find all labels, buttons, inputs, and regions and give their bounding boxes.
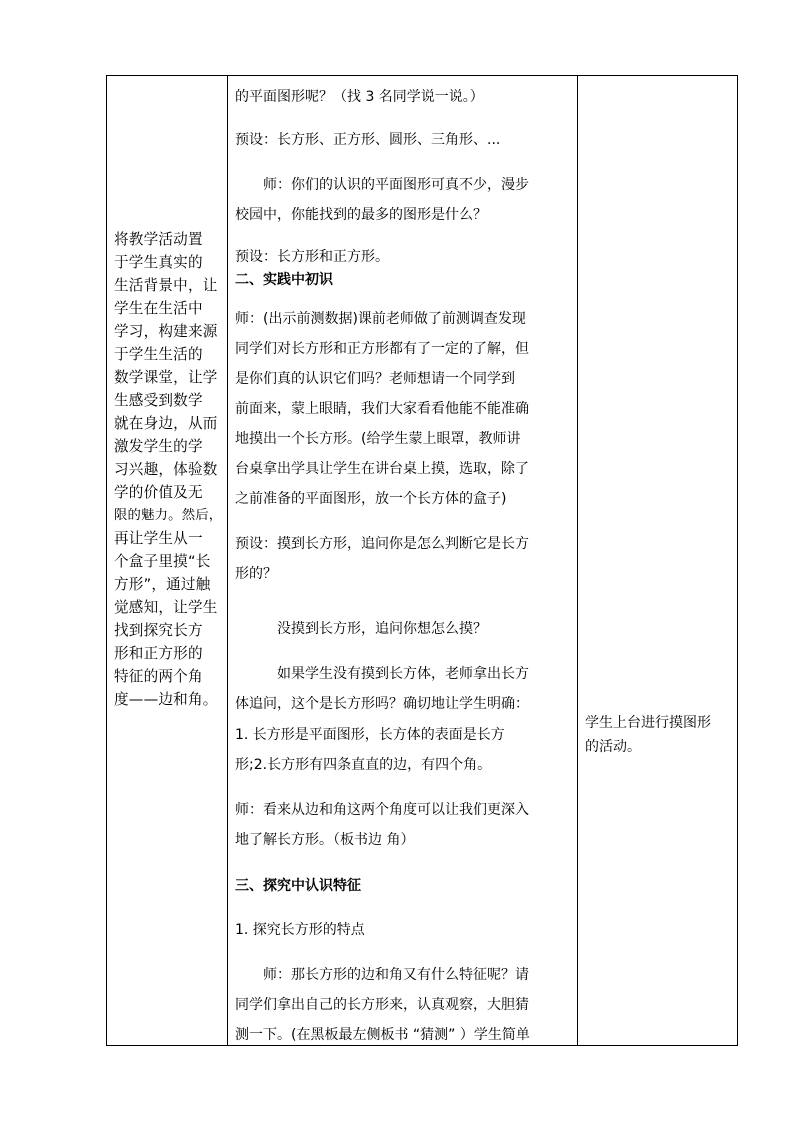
section-heading: 三、探究中认识特征 xyxy=(235,878,361,894)
text-line: 师：你们的认识的平面图形可真不少，漫步 xyxy=(235,177,529,193)
text-line: 度——边和角。 xyxy=(114,691,218,708)
text-line: 台桌拿出学具让学生在讲台桌上摸，选取，除了 xyxy=(235,461,529,477)
text-line: 激发学生的学 xyxy=(114,438,203,455)
text-line: 前面来，蒙上眼睛，我们大家看看他能不能准确 xyxy=(235,401,529,417)
text-line: 校园中，你能找到的最多的图形是什么？ xyxy=(235,207,487,223)
text-line: 方形”，通过触 xyxy=(114,576,211,593)
design-intent-cell xyxy=(107,76,228,1045)
text-line: 地摸出一个长方形。(给学生蒙上眼罩，教师讲 xyxy=(235,431,521,447)
text-line: 1. 长方形是平面图形，长方体的表面是长方 xyxy=(235,727,505,743)
text-line: 找到探究长方 xyxy=(114,622,203,639)
text-line: 个盒子里摸“长 xyxy=(114,553,211,570)
text-line: 体追问，这个是长方形吗？确切地让学生明确： xyxy=(235,696,529,712)
text-line: 如果学生没有摸到长方体，老师拿出长方 xyxy=(235,666,529,682)
text-line: 没摸到长方形，追问你想怎么摸？ xyxy=(235,621,487,637)
text-line: 数学课堂，让学 xyxy=(114,369,218,386)
text-line: 限的魅力。然后， xyxy=(114,508,223,523)
text-line: 形;2.长方形有四条直直的边，有四个角。 xyxy=(235,757,492,773)
section-heading: 二、实践中初识 xyxy=(235,272,333,288)
text-line: 1. 探究长方形的特点 xyxy=(235,922,365,938)
lesson-plan-table xyxy=(106,75,738,1046)
text-line: 预设：长方形和正方形。 xyxy=(235,249,389,265)
text-line: 就在身边，从而 xyxy=(114,415,218,432)
teaching-process-cell xyxy=(228,76,578,1045)
text-line: 预设：长方形、正方形、圆形、三角形、... xyxy=(235,132,501,148)
text-line: 形和正方形的 xyxy=(114,645,203,662)
text-line: 再让学生从一 xyxy=(114,530,203,547)
text-line: 师：(出示前测数据)课前老师做了前测调查发现 xyxy=(235,311,526,327)
student-activity-cell xyxy=(578,76,737,1045)
text-line: 的平面图形呢？（找 3 名同学说一说。） xyxy=(235,89,484,105)
text-line: 是你们真的认识它们吗？老师想请一个同学到 xyxy=(235,371,515,387)
text-line: 生感受到数学 xyxy=(114,392,203,409)
text-line: 学生上台进行摸图形 xyxy=(585,715,711,731)
text-line: 学生在生活中 xyxy=(114,300,203,317)
text-line: 同学们拿出自己的长方形来，认真观察，大胆猜 xyxy=(235,997,529,1013)
text-line: 于学生生活的 xyxy=(114,346,203,363)
text-line: 师：看来从边和角这两个角度可以让我们更深入 xyxy=(235,802,529,818)
text-line: 学习，构建来源 xyxy=(114,323,218,340)
text-line: 之前准备的平面图形，放一个长方体的盒子) xyxy=(235,491,507,507)
text-line: 预设：摸到长方形，追问你是怎么判断它是长方 xyxy=(235,536,529,552)
text-line: 测一下。(在黑板最左侧板书 “猜测” ）学生简单 xyxy=(235,1027,530,1043)
text-line: 将教学活动置 xyxy=(114,231,203,248)
text-line: 学的价值及无 xyxy=(114,484,203,501)
text-line: 觉感知，让学生 xyxy=(114,599,218,616)
text-line: 形的？ xyxy=(235,566,277,582)
text-line: 地了解长方形。（板书边 角） xyxy=(235,832,415,848)
text-line: 特征的两个角 xyxy=(114,668,203,685)
text-line: 习兴趣，体验数 xyxy=(114,461,218,478)
text-line: 的活动。 xyxy=(585,739,641,755)
text-line: 师：那长方形的边和角又有什么特征呢？请 xyxy=(235,967,529,983)
text-line: 生活背景中，让 xyxy=(114,277,218,294)
text-line: 同学们对长方形和正方形都有了一定的了解，但 xyxy=(235,341,529,357)
text-line: 于学生真实的 xyxy=(114,254,203,271)
